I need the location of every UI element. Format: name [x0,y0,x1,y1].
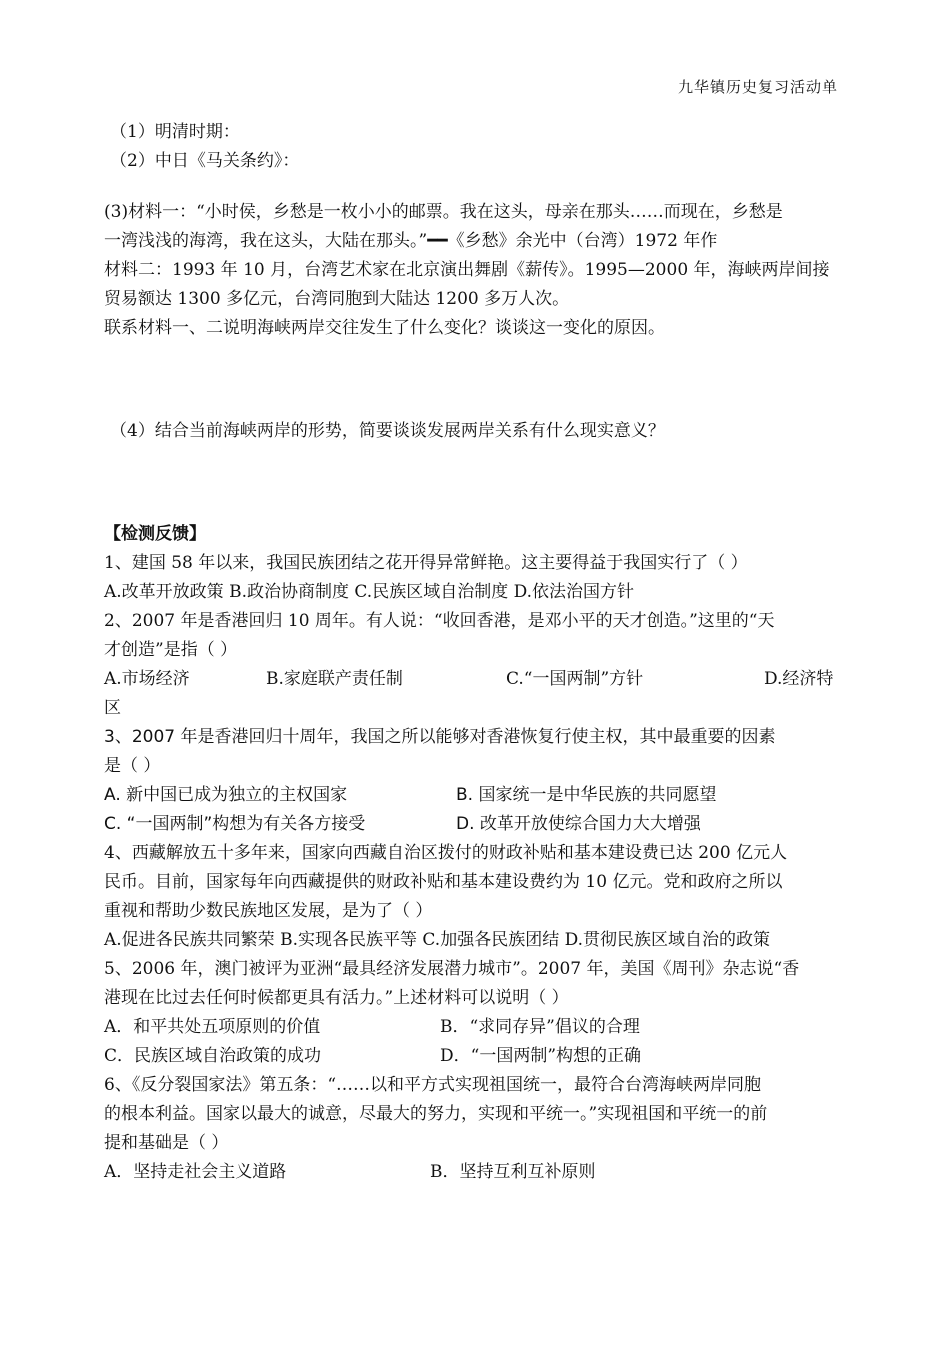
mc-question-1-options: A.改革开放政策 B.政治协商制度 C.民族区域自治制度 D.依法治国方针 [104,582,635,602]
question-3-line-1: (3)材料一：“小时侯，乡愁是一枚小小的邮票。我在这头，母亲在那头……而现在，乡愁是 [104,202,783,222]
mc-question-6-stem-line-2: 的根本利益。国家以最大的诚意，尽最大的努力，实现和平统一。”实现祖国和平统一的前 [104,1104,768,1124]
mc-question-6-options [104,1158,850,1187]
option-a: A．和平共处五项原则的价值 [104,1017,321,1037]
question-3-line-3: 材料二：1993 年 10 月，台湾艺术家在北京演出舞剧《薪传》。1995—2000 年，海峡两岸间接 [104,260,830,280]
option-b: B.家庭联产责任制 [266,669,403,689]
question-2-treaty: （2）中日《马关条约》： [110,151,300,171]
question-3-line-2: 一湾浅浅的海湾，我在这头，大陆在那头。”━━《乡愁》余光中（台湾）1972 年作 [104,231,718,251]
mc-question-4-options: A.促进各民族共同繁荣 B.实现各民族平等 C.加强各民族团结 D.贯彻民族区域自治的政策 [104,930,771,950]
mc-question-2-stem-line-1: 2、2007 年是香港回归 10 周年。有人说：“收回香港，是邓小平的天才创造。”这里的“天 [104,611,775,631]
question-3-line-4: 贸易额达 1300 多亿元，台湾同胞到大陆达 1200 多万人次。 [104,289,570,309]
option-b: B．“求同存异”倡议的合理 [440,1017,640,1037]
option-c: C. “一国两制”构想为有关各方接受 [104,814,366,834]
mc-question-2-option-d-tail: 区 [104,698,121,718]
option-a: A. 新中国已成为独立的主权国家 [104,785,348,805]
section-title: 【检测反馈】 [104,524,206,544]
mc-question-2-stem-line-2: 才创造”是指（ ） [104,640,238,660]
question-4: （4）结合当前海峡两岸的形势，简要谈谈发展两岸关系有什么现实意义？ [110,421,665,441]
mc-question-6-stem-line-3: 提和基础是（ ） [104,1133,229,1153]
option-d: D.经济特 [764,669,834,689]
option-b: B. 国家统一是中华民族的共同愿望 [456,785,717,805]
mc-question-5-options-row-2 [104,1042,850,1071]
option-a: A．坚持走社会主义道路 [104,1162,287,1182]
option-d: D．“一国两制”构想的正确 [440,1046,642,1066]
mc-question-3-options-row-1 [104,781,850,810]
document-body [104,118,850,1187]
option-a: A.市场经济 [104,669,190,689]
mc-question-4-stem-line-1: 4、西藏解放五十多年来，国家向西藏自治区拨付的财政补贴和基本建设费已达 200 亿元人 [104,843,788,863]
mc-question-3-stem-line-1: 3、2007 年是香港回归十周年，我国之所以能够对香港恢复行使主权，其中最重要的因素 [104,727,776,747]
mc-question-3-stem-line-2: 是（ ） [104,756,161,776]
option-c: C.“一国两制”方针 [506,669,644,689]
mc-question-5-stem-line-1: 5、2006 年，澳门被评为亚洲“最具经济发展潜力城市”。2007 年，美国《周刊》杂志说“香 [104,959,800,979]
option-b: B．坚持互利互补原则 [430,1162,596,1182]
mc-question-5-stem-line-2: 港现在比过去任何时候都更具有活力。”上述材料可以说明（ ） [104,988,569,1008]
question-3-line-5: 联系材料一、二说明海峡两岸交往发生了什么变化？谈谈这一变化的原因。 [104,318,665,338]
option-c: C．民族区域自治政策的成功 [104,1046,322,1066]
question-1-ming-qing: （1）明清时期： [110,122,240,142]
mc-question-6-stem-line-1: 6、《反分裂国家法》第五条：“……以和平方式实现祖国统一，最符合台湾海峡两岸同胞 [104,1075,762,1095]
mc-question-2-options [104,665,850,694]
mc-question-4-stem-line-2: 民币。目前，国家每年向西藏提供的财政补贴和基本建设费约为 10 亿元。党和政府之所以 [104,872,783,892]
option-d: D. 改革开放使综合国力大大增强 [456,814,701,834]
mc-question-4-stem-line-3: 重视和帮助少数民族地区发展，是为了（ ） [104,901,433,921]
mc-question-3-options-row-2 [104,810,850,839]
page-header: 九华镇历史复习活动单 [677,78,838,96]
mc-question-5-options-row-1 [104,1013,850,1042]
mc-question-1-stem: 1、建国 58 年以来，我国民族团结之花开得异常鲜艳。这主要得益于我国实行了（ ） [104,553,748,573]
